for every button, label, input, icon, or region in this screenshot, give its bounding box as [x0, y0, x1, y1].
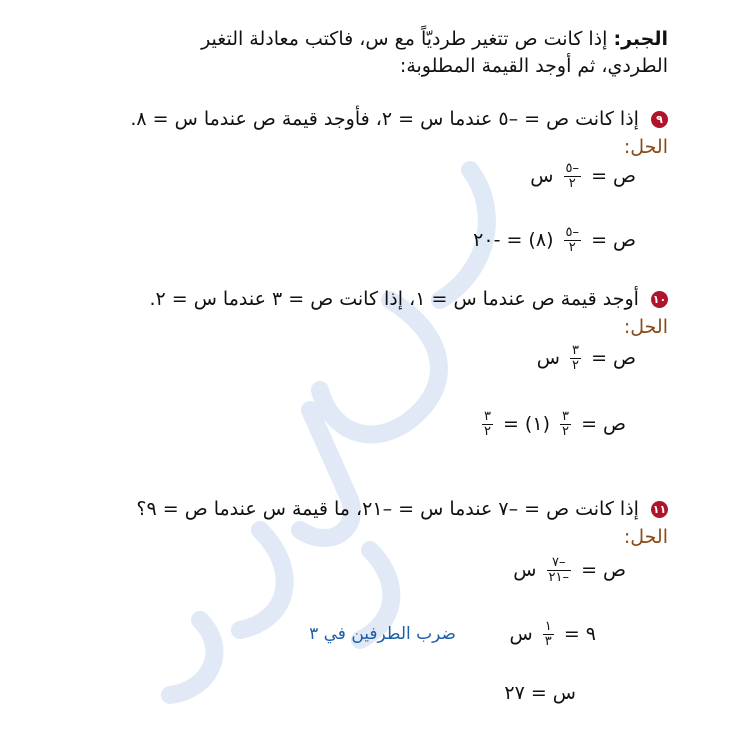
- problem-10: [149, 286, 668, 312]
- solution-label: الحل:: [623, 136, 668, 158]
- intro-text-2: الطردي، ثم أوجد القيمة المطلوبة:: [399, 55, 668, 77]
- equation: [510, 620, 596, 649]
- fraction: [564, 162, 581, 191]
- numerator: –٥: [565, 161, 580, 176]
- numerator: –٧: [547, 556, 571, 571]
- eq-lhs: ٩ =: [563, 623, 596, 645]
- denominator: ٢: [568, 240, 576, 255]
- equation-result: س = ٢٧: [504, 682, 576, 704]
- numerator: ٣: [572, 343, 580, 358]
- solution-label: الحل:: [623, 316, 668, 338]
- numerator: ٣: [483, 409, 491, 424]
- problem-text: إذا كانت ص = –٧ عندما س = –٢١، ما قيمة س عندما ص = ٩؟: [136, 498, 639, 520]
- intro-label: الجبر:: [613, 28, 668, 50]
- fraction: [570, 344, 581, 373]
- numerator: –٥: [565, 225, 580, 240]
- eq-rhs: س: [536, 347, 560, 369]
- intro-text-1: إذا كانت ص تتغير طرديّاً مع س، فاكتب معادلة التغير: [201, 28, 608, 50]
- equation: [513, 556, 626, 585]
- eq-lhs: ص =: [581, 413, 626, 435]
- numerator: ١: [544, 619, 552, 634]
- problem-number-badge: ١١: [652, 503, 667, 516]
- eq-rhs: (٨) = -٢٠: [473, 229, 554, 251]
- denominator: ٣: [544, 634, 552, 649]
- denominator: –٢١: [548, 570, 570, 585]
- problem-text: أوجد قيمة ص عندما س = ١، إذا كانت ص = ٣ عندما س = ٢.: [149, 288, 639, 310]
- fraction: [547, 556, 571, 585]
- equation: [537, 344, 636, 373]
- denominator: ٢: [562, 424, 570, 439]
- eq-rhs: س: [513, 559, 537, 581]
- numerator: ٣: [562, 409, 570, 424]
- eq-mid: (١) =: [502, 413, 550, 435]
- fraction: [482, 410, 493, 439]
- equation: [473, 226, 636, 255]
- step-note: ضرب الطرفين في ٣: [309, 624, 456, 644]
- solution-label: الحل:: [623, 526, 668, 548]
- fraction: [543, 620, 554, 649]
- fraction: [564, 226, 581, 255]
- eq-lhs: ص =: [591, 229, 636, 251]
- problem-9: [130, 106, 668, 132]
- eq-rhs: س: [530, 165, 554, 187]
- problem-text: إذا كانت ص = –٥ عندما س = ٢، فأوجد قيمة ص عندما س = ٨.: [130, 108, 639, 130]
- denominator: ٢: [572, 358, 580, 373]
- eq-lhs: ص =: [591, 165, 636, 187]
- problem-11: [136, 496, 668, 522]
- equation: [530, 162, 636, 191]
- eq-lhs: ص =: [581, 559, 626, 581]
- denominator: ٢: [568, 176, 576, 191]
- intro-line-2: [400, 53, 668, 79]
- denominator: ٢: [483, 424, 491, 439]
- eq-rhs: س: [509, 623, 533, 645]
- fraction: [560, 410, 571, 439]
- equation: [478, 410, 626, 439]
- eq-lhs: ص =: [591, 347, 636, 369]
- problem-number-badge: ٩: [651, 111, 668, 128]
- problem-number-badge: ١٠: [652, 293, 667, 306]
- intro-line-1: [201, 26, 668, 52]
